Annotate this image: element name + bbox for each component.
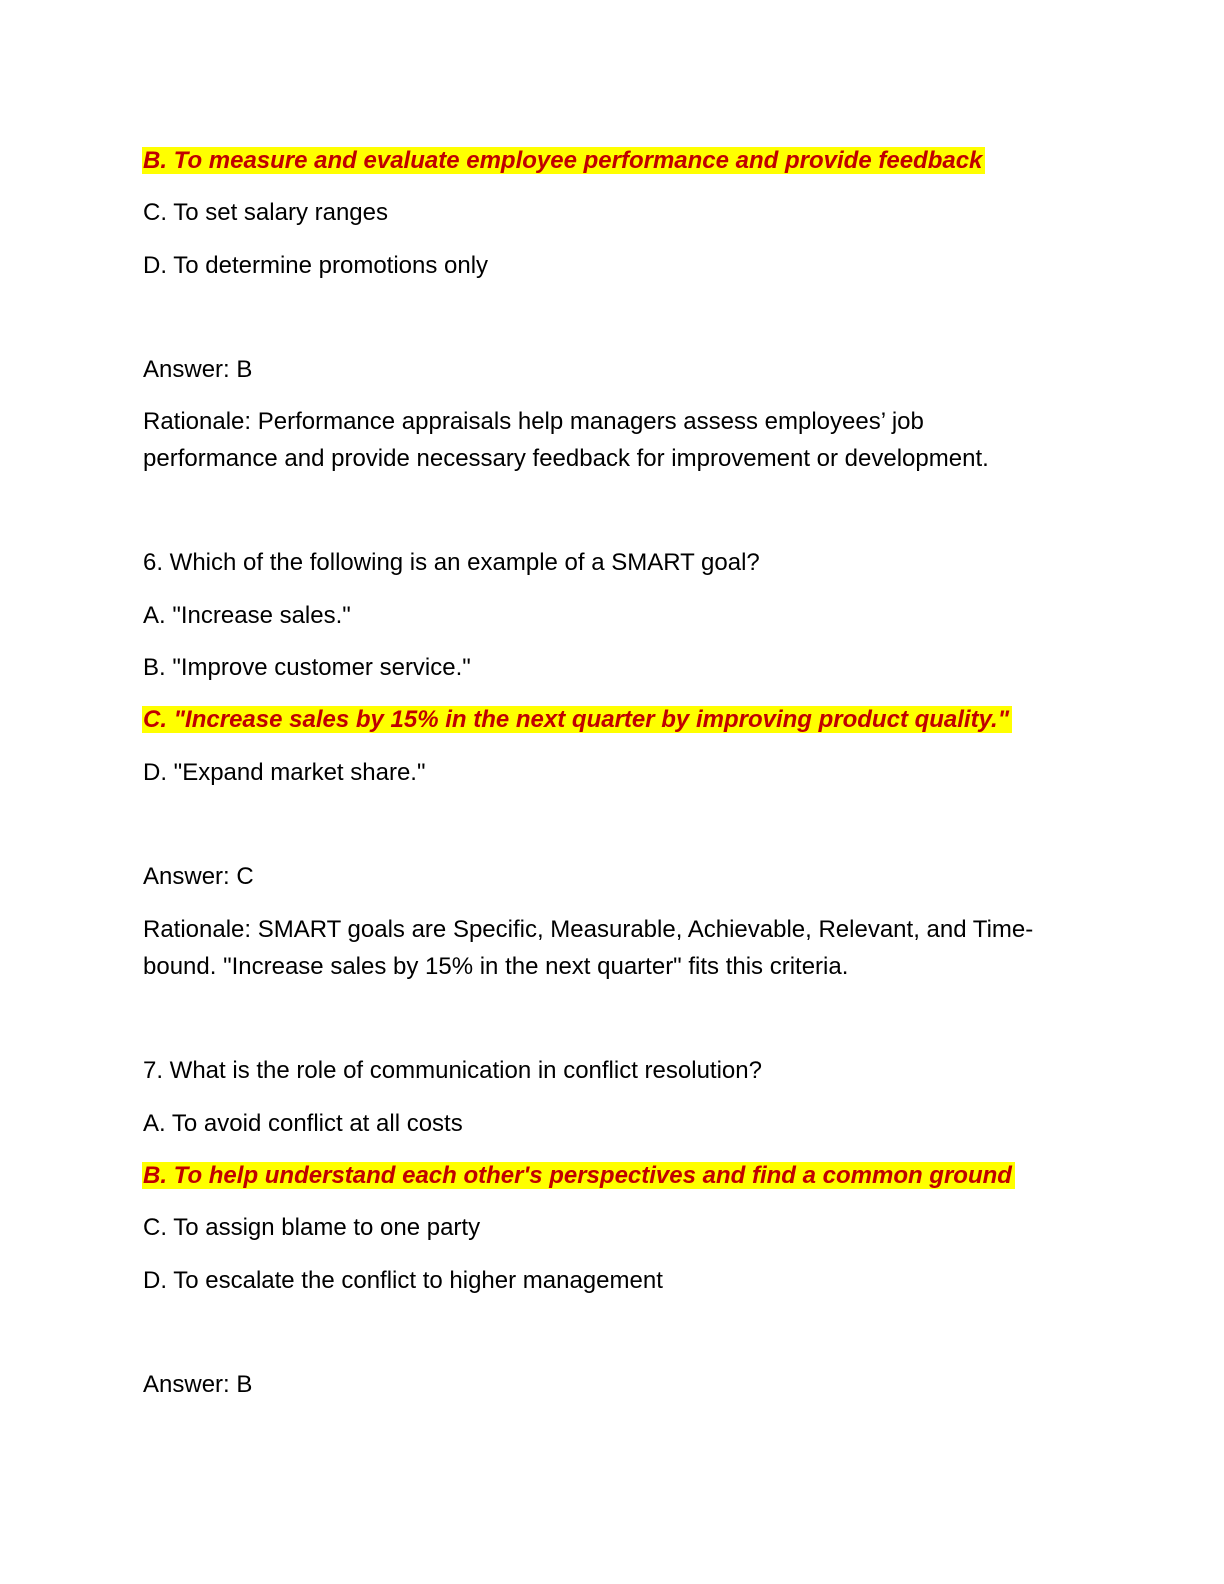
q6-rationale-line-1: Rationale: SMART goals are Specific, Measurable, Achievable, Relevant, and Time-: [143, 916, 1034, 943]
q7-question: 7. What is the role of communication in conflict resolution?: [143, 1057, 762, 1084]
q6-option-b: B. "Improve customer service.": [143, 654, 471, 681]
q6-option-d: D. "Expand market share.": [143, 759, 426, 786]
answer-highlight: C. "Increase sales by 15% in the next quarter by improving product quality.": [142, 706, 1012, 733]
q5-option-b-correct: [143, 146, 985, 176]
q6-option-a: A. "Increase sales.": [143, 602, 351, 629]
q7-answer: Answer: B: [143, 1371, 253, 1398]
q6-option-c-correct: [143, 705, 1012, 735]
q5-rationale-line-2: performance and provide necessary feedback for improvement or development.: [143, 445, 989, 472]
q7-option-a: A. To avoid conflict at all costs: [143, 1110, 463, 1137]
q5-rationale-line-1: Rationale: Performance appraisals help managers assess employees’ job: [143, 408, 924, 435]
answer-highlight: B. To measure and evaluate employee performance and provide feedback: [142, 147, 985, 174]
q7-option-c: C. To assign blame to one party: [143, 1214, 481, 1241]
q6-answer: Answer: C: [143, 863, 254, 890]
q6-rationale-line-2: bound. "Increase sales by 15% in the next quarter" fits this criteria.: [143, 953, 849, 980]
q7-option-b-correct: [143, 1161, 1015, 1191]
answer-highlight: B. To help understand each other's perspectives and find a common ground: [142, 1162, 1015, 1189]
q7-option-d: D. To escalate the conflict to higher management: [143, 1267, 663, 1294]
q5-answer: Answer: B: [143, 356, 253, 383]
q6-question: 6. Which of the following is an example of a SMART goal?: [143, 549, 760, 576]
q5-option-c: C. To set salary ranges: [143, 199, 389, 226]
q5-option-d: D. To determine promotions only: [143, 252, 489, 279]
